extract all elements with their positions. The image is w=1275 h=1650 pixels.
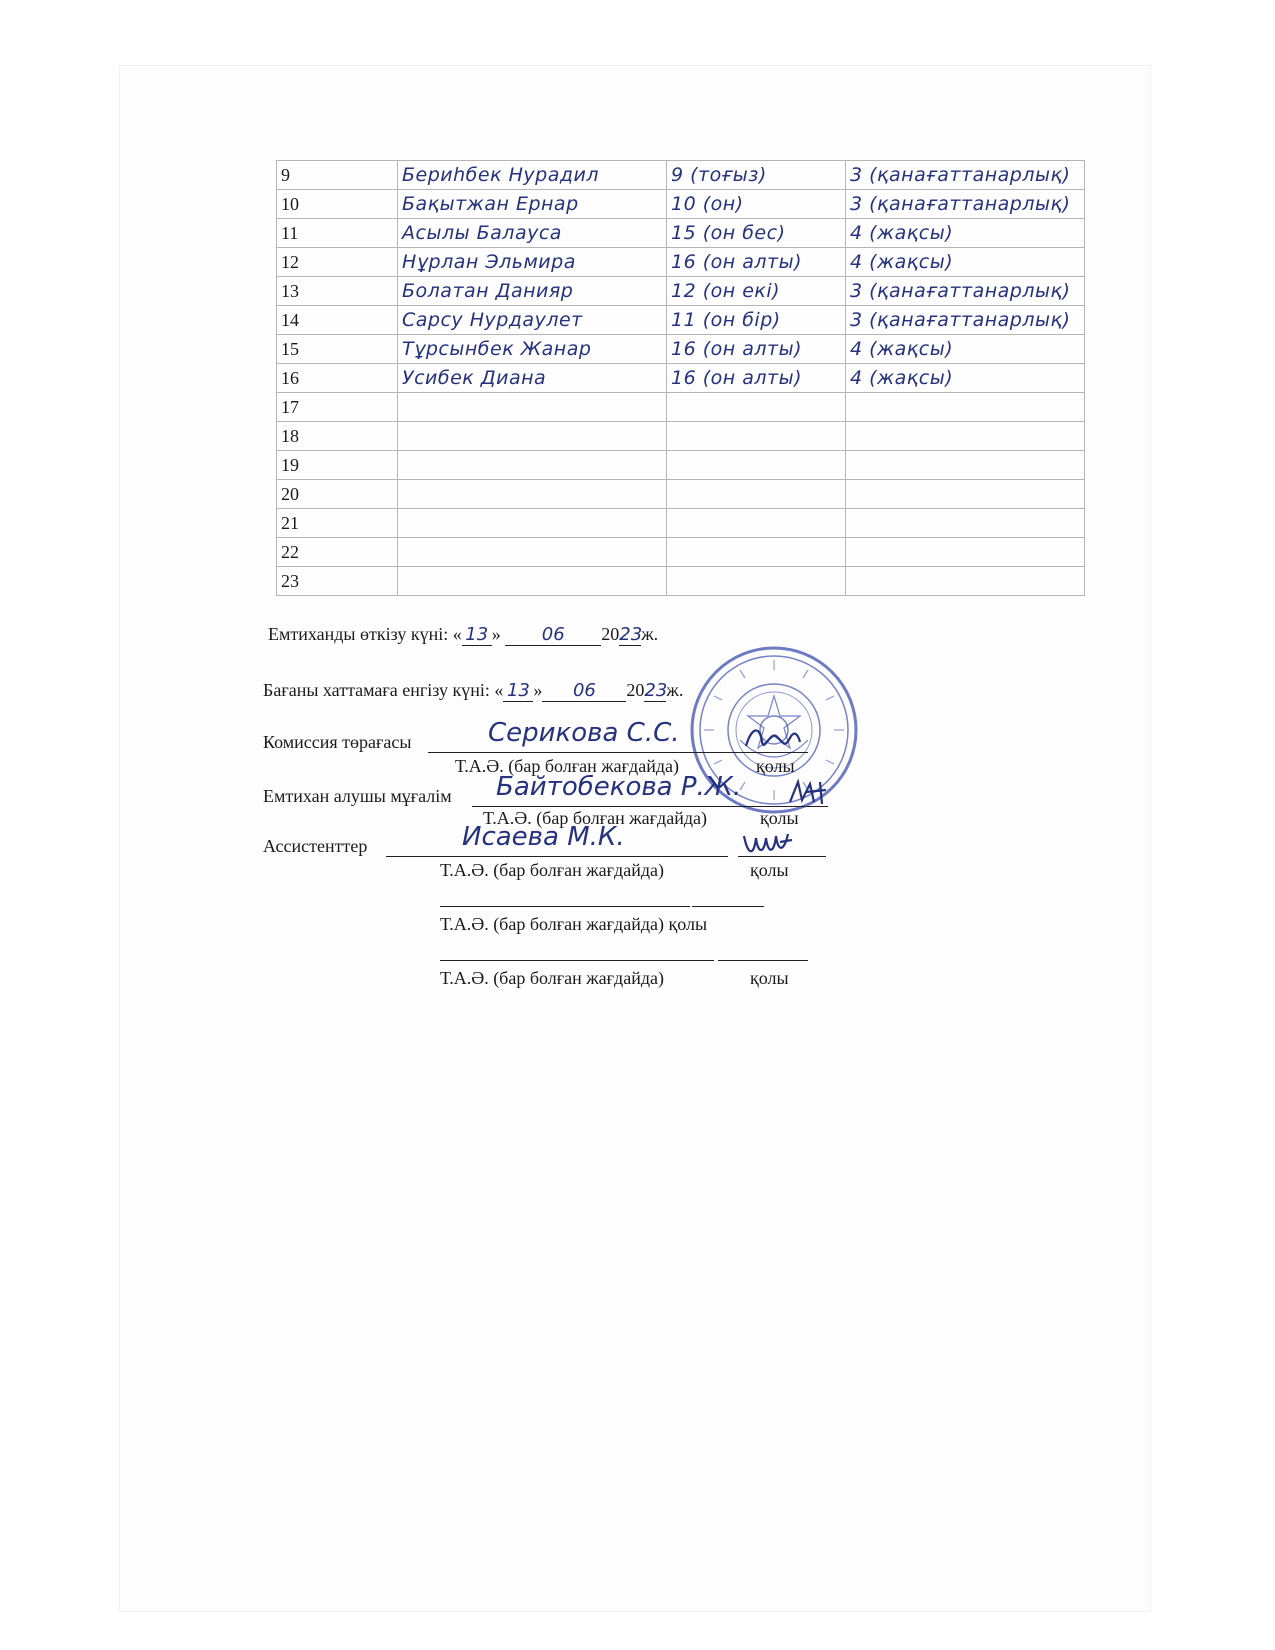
table-row (277, 248, 1085, 277)
exam-date-day: 13 (462, 624, 492, 646)
teacher-signature-mark (786, 776, 832, 808)
teacher-caption-sign: қолы (760, 808, 799, 828)
grade-cell: 3 (қанағаттанарлық) (846, 161, 1085, 190)
table-row (277, 422, 1085, 451)
entry-date-month: 06 (542, 680, 626, 702)
grade-cell: 3 (қанағаттанарлық) (846, 277, 1085, 306)
student-name: Усибек Диана (398, 364, 667, 393)
table-row (277, 393, 1085, 422)
student-name (398, 422, 667, 451)
chair-signature-mark (742, 722, 802, 756)
grade-cell: 4 (жақсы) (846, 248, 1085, 277)
row-number: 15 (277, 335, 398, 364)
table-row (277, 364, 1085, 393)
row-number: 17 (277, 393, 398, 422)
assistant3-caption-sign: қолы (750, 968, 789, 988)
score-cell: 9 (тоғыз) (667, 161, 846, 190)
table-row (277, 538, 1085, 567)
grade-cell (846, 480, 1085, 509)
assistant2-caption: Т.А.Ә. (бар болған жағдайда) қолы (440, 914, 708, 934)
assistant1-name-line (386, 856, 728, 857)
grade-cell (846, 422, 1085, 451)
assistant1-caption-name: Т.А.Ә. (бар болған жағдайда) (440, 860, 664, 880)
score-cell: 16 (он алты) (667, 335, 846, 364)
score-cell: 16 (он алты) (667, 364, 846, 393)
entry-date-suffix: ж. (666, 680, 684, 700)
table-row (277, 480, 1085, 509)
student-name (398, 509, 667, 538)
table-row (277, 277, 1085, 306)
table-row (277, 567, 1085, 596)
score-cell (667, 538, 846, 567)
exam-date-label: Емтиханды өткізу күні: « (268, 624, 462, 644)
score-cell (667, 451, 846, 480)
student-name: Болатан Данияр (398, 277, 667, 306)
score-cell (667, 393, 846, 422)
row-number: 23 (277, 567, 398, 596)
student-name: Бериhбек Нурадил (398, 161, 667, 190)
score-cell: 10 (он) (667, 190, 846, 219)
grade-cell: 4 (жақсы) (846, 335, 1085, 364)
grade-cell (846, 538, 1085, 567)
student-name (398, 567, 667, 596)
exam-date-year: 23 (619, 624, 643, 645)
score-cell (667, 480, 846, 509)
teacher-signature-name: Байтобекова Р.Ж. (496, 772, 742, 802)
student-name: Асылы Балауса (398, 219, 667, 248)
row-number: 19 (277, 451, 398, 480)
row-number: 12 (277, 248, 398, 277)
teacher-label: Емтихан алушы мұғалім (263, 786, 452, 806)
score-cell (667, 509, 846, 538)
exam-date-year-prefix: 20 (601, 624, 620, 644)
grade-cell (846, 393, 1085, 422)
grade-cell (846, 451, 1085, 480)
table-row (277, 509, 1085, 538)
table-row (277, 306, 1085, 335)
assistant2-name-line (440, 906, 690, 907)
row-number: 14 (277, 306, 398, 335)
row-number: 16 (277, 364, 398, 393)
chair-caption-sign: қолы (756, 756, 795, 776)
score-cell: 16 (он алты) (667, 248, 846, 277)
row-number: 9 (277, 161, 398, 190)
grades-table (276, 160, 1085, 596)
score-cell (667, 422, 846, 451)
row-number: 11 (277, 219, 398, 248)
entry-date-year: 23 (644, 680, 668, 701)
grade-cell: 4 (жақсы) (846, 364, 1085, 393)
row-number: 21 (277, 509, 398, 538)
grades-table-body (277, 161, 1085, 596)
score-cell: 12 (он екі) (667, 277, 846, 306)
assistant3-sign-line (718, 960, 808, 961)
grade-cell (846, 509, 1085, 538)
row-number: 13 (277, 277, 398, 306)
table-row (277, 161, 1085, 190)
exam-date-month: 06 (505, 624, 601, 646)
entry-date-day: 13 (503, 680, 533, 702)
student-name (398, 480, 667, 509)
assistant-signature-name: Исаева М.К. (462, 822, 625, 852)
grade-cell: 3 (қанағаттанарлық) (846, 306, 1085, 335)
table-row (277, 190, 1085, 219)
student-name (398, 538, 667, 567)
entry-date-sep: » (533, 680, 543, 700)
entry-date-label: Бағаны хаттамаға енгізу күні: « (263, 680, 504, 700)
exam-date-line (268, 624, 658, 646)
grade-cell (846, 567, 1085, 596)
assistants-label: Ассистенттер (263, 836, 368, 856)
student-name: Бақытжан Ернар (398, 190, 667, 219)
assistant3-name-line (440, 960, 714, 961)
assistant-signature-mark (740, 826, 796, 860)
grade-cell: 4 (жақсы) (846, 219, 1085, 248)
chair-signature-name: Серикова С.С. (488, 718, 680, 748)
row-number: 18 (277, 422, 398, 451)
table-row (277, 451, 1085, 480)
student-name: Тұрсынбек Жанар (398, 335, 667, 364)
teacher-signature-line (472, 806, 828, 807)
grade-cell: 3 (қанағаттанарлық) (846, 190, 1085, 219)
row-number: 10 (277, 190, 398, 219)
exam-date-suffix: ж. (641, 624, 659, 644)
chair-label: Комиссия төрағасы (263, 732, 412, 752)
entry-date-year-prefix: 20 (626, 680, 645, 700)
chair-caption-name: Т.А.Ә. (бар болған жағдайда) (455, 756, 679, 776)
score-cell: 15 (он бес) (667, 219, 846, 248)
student-name: Сарсу Нурдаулет (398, 306, 667, 335)
assistant3-caption-name: Т.А.Ә. (бар болған жағдайда) (440, 968, 664, 988)
score-cell (667, 567, 846, 596)
exam-date-sep: » (491, 624, 506, 644)
student-name (398, 393, 667, 422)
teacher-caption-name: Т.А.Ә. (бар болған жағдайда) (483, 808, 707, 828)
row-number: 20 (277, 480, 398, 509)
table-row (277, 335, 1085, 364)
student-name (398, 451, 667, 480)
assistant1-caption-sign: қолы (750, 860, 789, 880)
entry-date-line (263, 680, 683, 702)
student-name: Нұрлан Эльмира (398, 248, 667, 277)
table-row (277, 219, 1085, 248)
score-cell: 11 (он бір) (667, 306, 846, 335)
row-number: 22 (277, 538, 398, 567)
assistant2-sign-line (692, 906, 764, 907)
